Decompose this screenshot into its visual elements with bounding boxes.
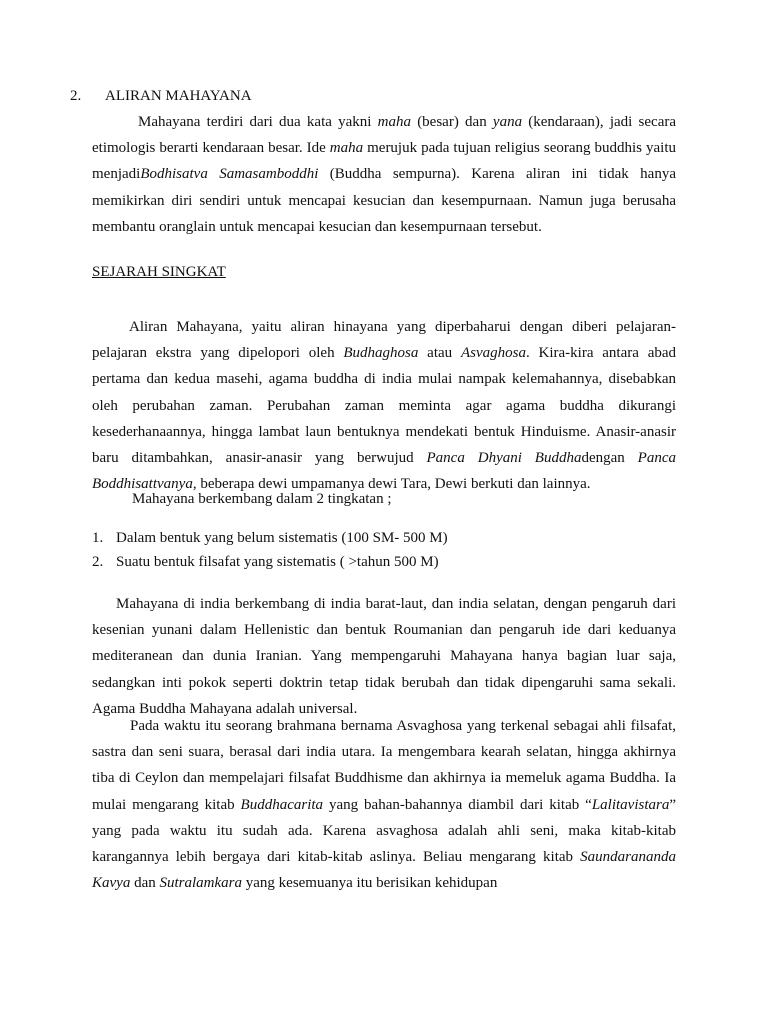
development-paragraph: Mahayana di india berkembang di india barat-laut, dan india selatan, dengan pengaruh dari kesenian yunani dalam Hellenistic dan bentuk Roumanian dan pengaruh ide dari keduanya mediteranean dan dunia Iranian. Yang mempengaruhi Mahayana hanya bagian luar saja, sedangkan inti pokok seperti doktrin tetap tidak berubah dan tidak dipengaruhi sama sekali. Agama Buddha Mahayana adalah universal. bbox=[92, 596, 676, 717]
subsection-heading: SEJARAH SINGKAT bbox=[92, 264, 226, 280]
list-item: 2. Suatu bentuk filsafat yang sistematis ( >tahun 500 M) bbox=[92, 554, 439, 570]
section-title: ALIRAN MAHAYANA bbox=[105, 88, 252, 104]
list-item: 1. Dalam bentuk yang belum sistematis (100 SM- 500 M) bbox=[92, 530, 448, 546]
history-paragraph: Aliran Mahayana, yaitu aliran hinayana yang diperbaharui dengan diberi pelajaran-pelajaran ekstra yang dipelopori oleh Budhaghosa atau Asvaghosa. Kira-kira antara abad pertama dan kedua masehi, agama buddha di india mulai nampak kelemahannya, disebabkan oleh perubahan zaman. Perubahan zaman meminta agar agama buddha dikurangi kesederhanaannya, hingga lambat laun bentuknya mendekati bentuk Hinduisme. Anasir-anasir baru ditambahkan, anasir-anasir yang berwujud Panca Dhyani Buddhadengan Panca Boddhisattvanya, beberapa dewi umpamanya dewi Tara, Dewi berkuti dan lainnya. bbox=[92, 319, 677, 493]
section-number: 2. bbox=[70, 88, 82, 104]
asvaghosa-paragraph: Pada waktu itu seorang brahmana bernama Asvaghosa yang terkenal sebagai ahli filsafat, sastra dan seni suara, berasal dari india utara. Ia mengembara kearah selatan, hingga akhirnya tiba di Ceylon dan mempelajari filsafat Buddhisme dan akhirnya ia memeluk agama Buddha. Ia mulai mengarang kitab Buddhacarita yang bahan-bahannya diambil dari kitab “Lalitavistara” yang pada waktu itu sudah ada. Karena asvaghosa adalah ahli seni, maka kitab-kitab karangannya lebih bergaya dari kitab-kitab aslinya. Beliau mengarang kitab Saundarananda Kavya dan Sutralamkara yang kesemuanya itu berisikan kehidupan bbox=[92, 718, 676, 892]
stages-intro: Mahayana berkembang dalam 2 tingkatan ; bbox=[132, 491, 392, 507]
intro-paragraph: Mahayana terdiri dari dua kata yakni maha (besar) dan yana (kendaraan), jadi secara etimologis berarti kendaraan besar. Ide maha merujuk pada tujuan religius seorang buddhis yaitu menjadiBodhisatva Samasamboddhi (Buddha sempurna). Karena aliran ini tidak hanya memikirkan diri sendiri untuk mencapai kesucian dan kesempurnaan. Namun juga berusaha membantu oranglain untuk mencapai kesucian dan kesempurnaan tersebut. bbox=[92, 114, 677, 235]
stages-list bbox=[92, 526, 676, 574]
section-heading bbox=[70, 86, 252, 106]
